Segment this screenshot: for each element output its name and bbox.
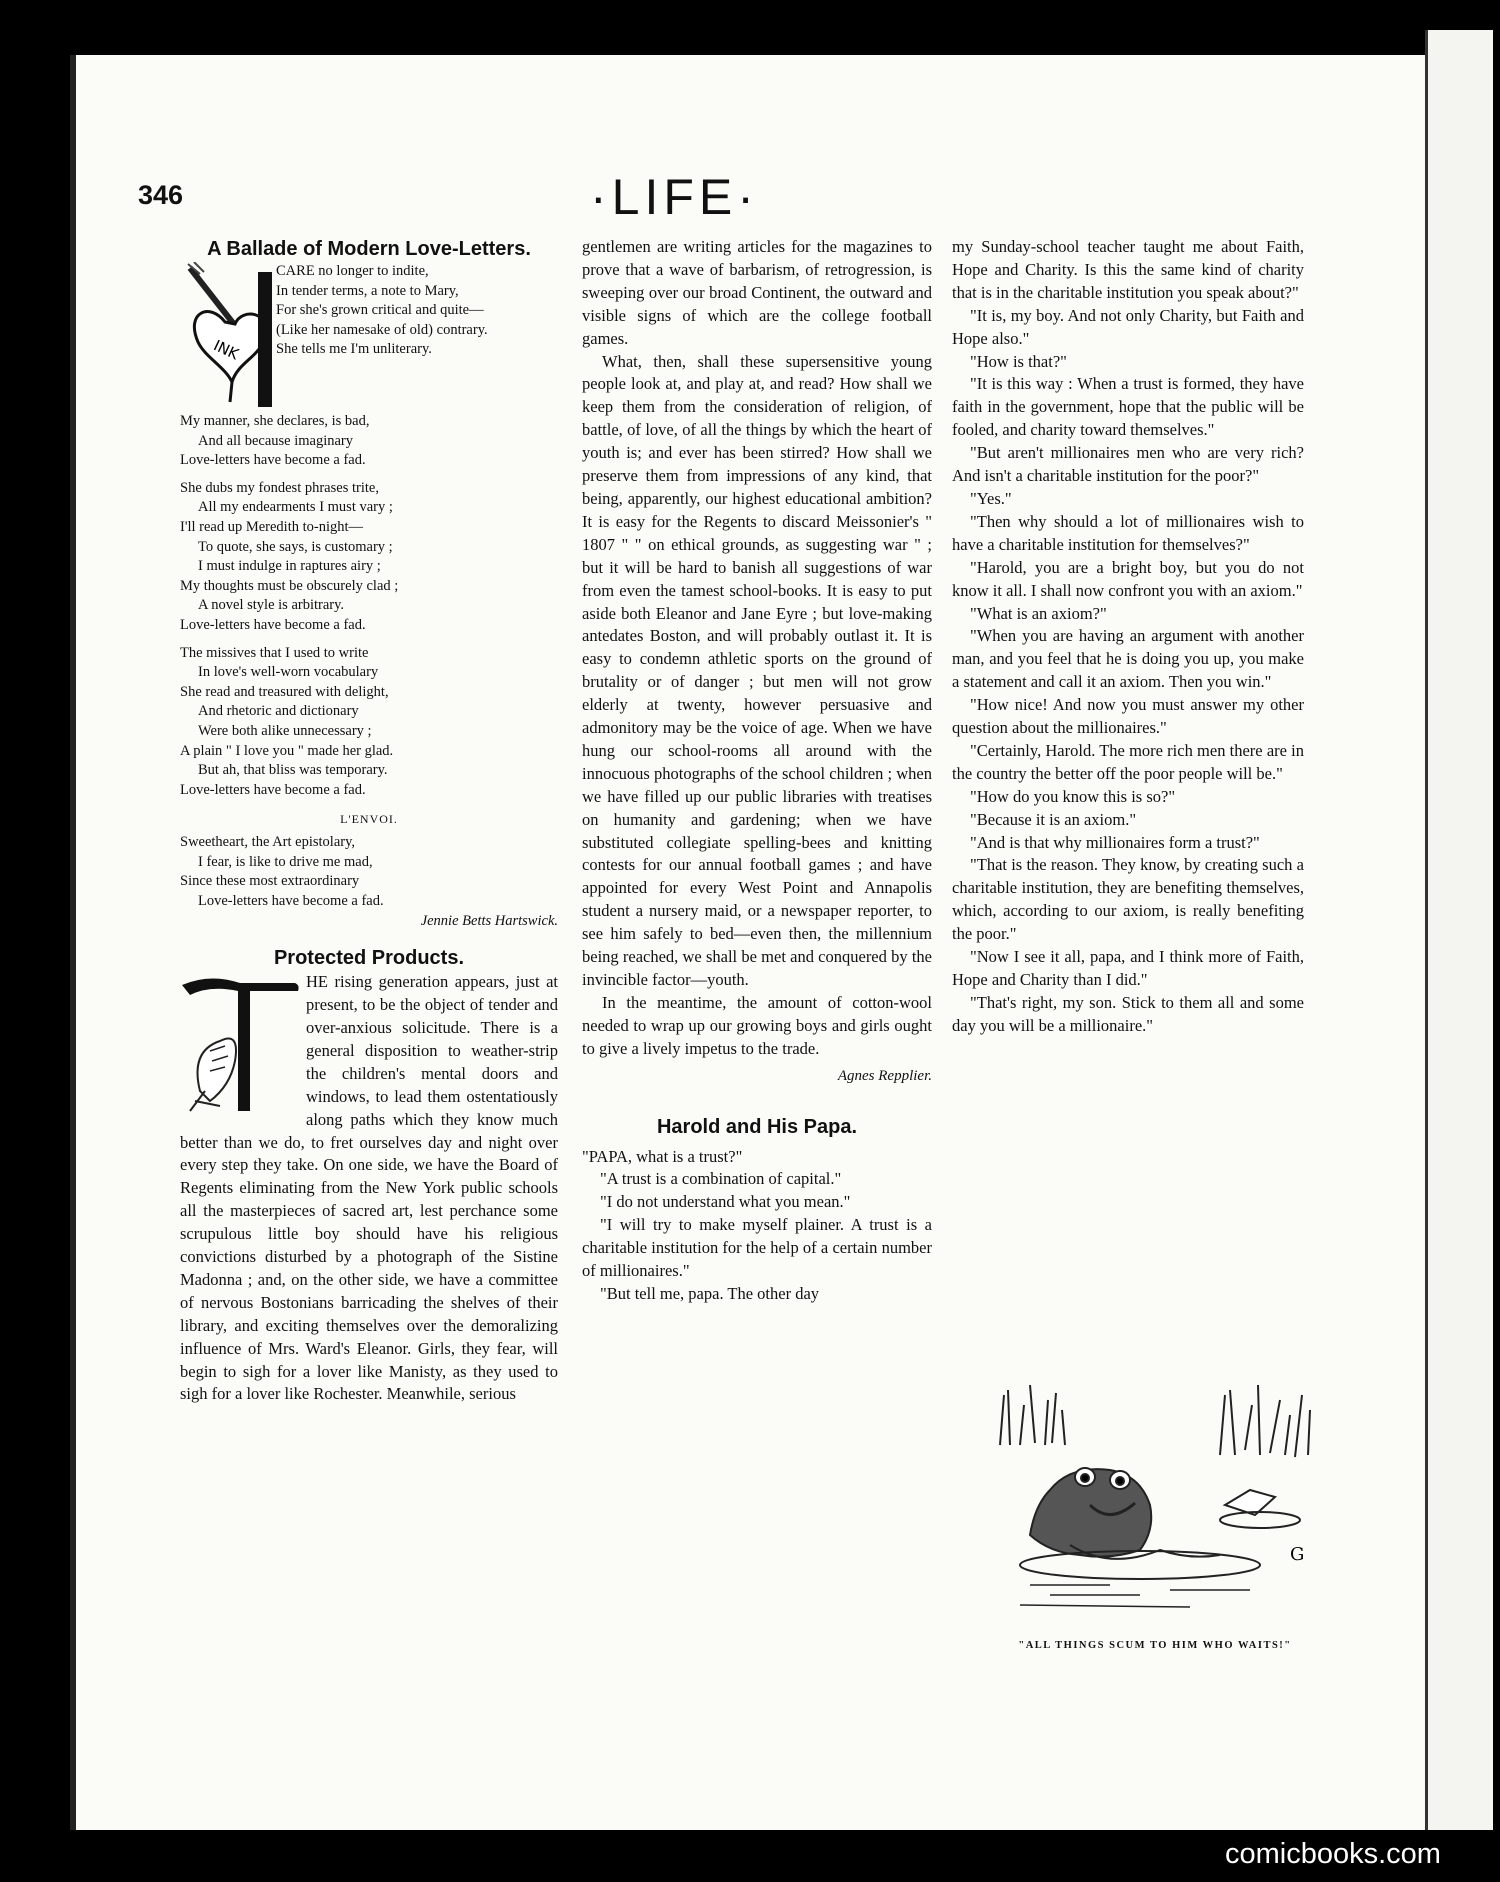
harold-col2: "PAPA, what is a trust?" "A trust is a combination of capital." "I do not understand what you mean." "I will try to make myself plainer. A trust is a charitable institution for the help of a certain number of millionaires." "But tell me, papa. The other day	[582, 1146, 932, 1303]
page-number: 346	[138, 180, 184, 210]
masthead-title: ·LIFE·	[590, 169, 759, 225]
stanza-2: She dubs my fondest phrases trite, All my endearments I must vary ; I'll read up Meredith to-night— To quote, she says, is customary ; I must indulge in raptures airy ; My thoughts must be obscurely clad ; A novel style is arbitrary. Love-letters have become a fad.	[180, 479, 399, 633]
ballade-title: A Ballade of Modern Love-Letters.	[207, 238, 531, 260]
protected-paragraph-1: HE rising generation appears, just at present, to be the object of tender and over-anxious solicitude. There is a general disposition to weather-strip the children's mental doors and windows, to lead them ostentatiously along paths which they know much better than we do, to fret ourselves day and night over every step they take. On one side, we have the Board of Regents eliminating from the New York public schools all the masterpieces of sacred art, lest perchance some scrupulous little boy should have his religious convictions disturbed by a photograph of the Sistine Madonna ; and, on the other side, we have a committee of nervous Bostonians barricading the shelves of their library, and exciting themselves over the demoralizing influence of Mrs. Ward's Eleanor. Girls, they fear, will begin to sigh for a lover like Manisty, as they used to sigh for a lover like Rochester. Meanwhile, serious	[180, 972, 558, 1404]
ink-heart-dropcap-icon	[180, 262, 272, 412]
ballade-poem	[180, 262, 558, 931]
protected-col2	[582, 236, 932, 1061]
ink-label: INK	[210, 336, 242, 364]
site-watermark: comicbooks.com	[1225, 1838, 1441, 1870]
harold-title: Harold and His Papa.	[656, 1115, 858, 1138]
stanza-1: CARE no longer to indite, In tender terms, a note to Mary, For she's grown critical and quite— (Like her namesake of old) contrary. She tells me I'm unliterary. My manner, she declares, is bad, And all because imaginary Love-letters have become a fad.	[180, 263, 488, 469]
column-3	[952, 236, 1304, 1038]
column-1	[180, 236, 558, 1406]
protected-paragraph-3: What, then, shall these supersensitive young people look at, and play at, and read? How shall we keep them from the consideration of religion, of battle, of love, of all the things by which the heart of youth is; and ever has been stirred? How shall we preserve them from impressions of any kind, that being, apparently, our highest educational ambition? It is easy for the Regents to discard Meissonier's " 1807 " " on ethical grounds, as suggesting war " ; but it will be hard to banish all suggestions of war from even the tamest school-books. It is easy to put aside both Eleanor and Jane Eyre ; but love-making antedates Boston, and will probably outlast it. It is easy to condemn athletic sports on the ground of brutality or of danger ; but men will not grow elderly at twenty, however persuasive and admonitory may be the voice of age. When we have hung our school-rooms all around with the innocuous photographs of the school children ; when we have filled up our public libraries with treatises on humanity and gardening; when we have substituted collegiate spelling-bees and knitting contests for our annual football games ; and have appointed for every West Point and Annapolis student a nursery maid, or a newspaper reporter, to see him safely to bed—even then, the millennium being reached, we shall be met and conquered by the invincible factor—youth.	[582, 351, 932, 989]
frog-cartoon-illustration	[990, 1385, 1320, 1620]
protected-paragraph-2: gentlemen are writing articles for the magazines to prove that a wave of barbarism, of retrogression, is sweeping over our broad Continent, the outward and visible signs of which are the college football games.	[582, 237, 932, 348]
protected-signature: Agnes Repplier.	[837, 1067, 932, 1084]
protected-paragraph-4: In the meantime, the amount of cotton-wool needed to wrap up our growing boys and girls ought to give a lively impetus to the trade.	[582, 992, 932, 1058]
ballade-signature: Jennie Betts Hartswick.	[420, 912, 558, 929]
next-page-edge	[1425, 30, 1493, 1830]
cartoon-caption: "ALL THINGS SCUM TO HIM WHO WAITS!"	[1018, 1640, 1292, 1651]
protected-title: Protected Products.	[273, 947, 465, 970]
harold-col3: my Sunday-school teacher taught me about Faith, Hope and Charity. Is this the same kind of charity that is in the charitable institution you speak about?" "It is, my boy. And not only Charity, but Faith and Hope also." "How is that?" "It is this way : When a trust is formed, they have faith in the government, hope that the public will be fooled, and charity toward themselves." "But aren't millionaires men who are very rich? And isn't a charitable institution for the poor?" "Yes." "Then why should a lot of millionaires wish to have a charitable institution for themselves?" "Harold, you are a bright boy, but you do not know it all. I shall now confront you with an axiom." "What is an axiom?" "When you are having an argument with another man, and you feel that he is doing you up, you make a statement and call it an axiom. Then you win." "How nice! And now you must answer my other question about the millionaires." "Certainly, Harold. The more rich men there are in the country the better off the poor people will be." "How do you know this is so?" "Because it is an axiom." "And is that why millionaires form a trust?" "That is the reason. They know, by creating such a charitable institution, they are benefiting themselves, which, according to our axiom, is really benefiting the poor." "Now I see it all, papa, and I think more of Faith, Hope and Charity than I did." "That's right, my son. Stick to them all and some day you will be a millionaire."	[952, 237, 1304, 1035]
cartoon-monogram: G	[1290, 1544, 1305, 1565]
stanza-3: The missives that I used to write In love's well-worn vocabulary She read and treasured with delight, And rhetoric and dictionary Were both alike unnecessary ; A plain " I love you " made her glad. But ah, that bliss was temporary. Love-letters have become a fad.	[180, 644, 394, 798]
dragon-dropcap-t-icon	[180, 971, 302, 1121]
envoi-heading: L'ENVOI.	[340, 812, 398, 827]
protected-col1	[180, 971, 558, 1406]
envoi: Sweetheart, the Art epistolary, I fear, is like to drive me mad, Since these most extraordinary Love-letters have become a fad.	[180, 834, 384, 909]
column-2	[582, 236, 932, 1306]
